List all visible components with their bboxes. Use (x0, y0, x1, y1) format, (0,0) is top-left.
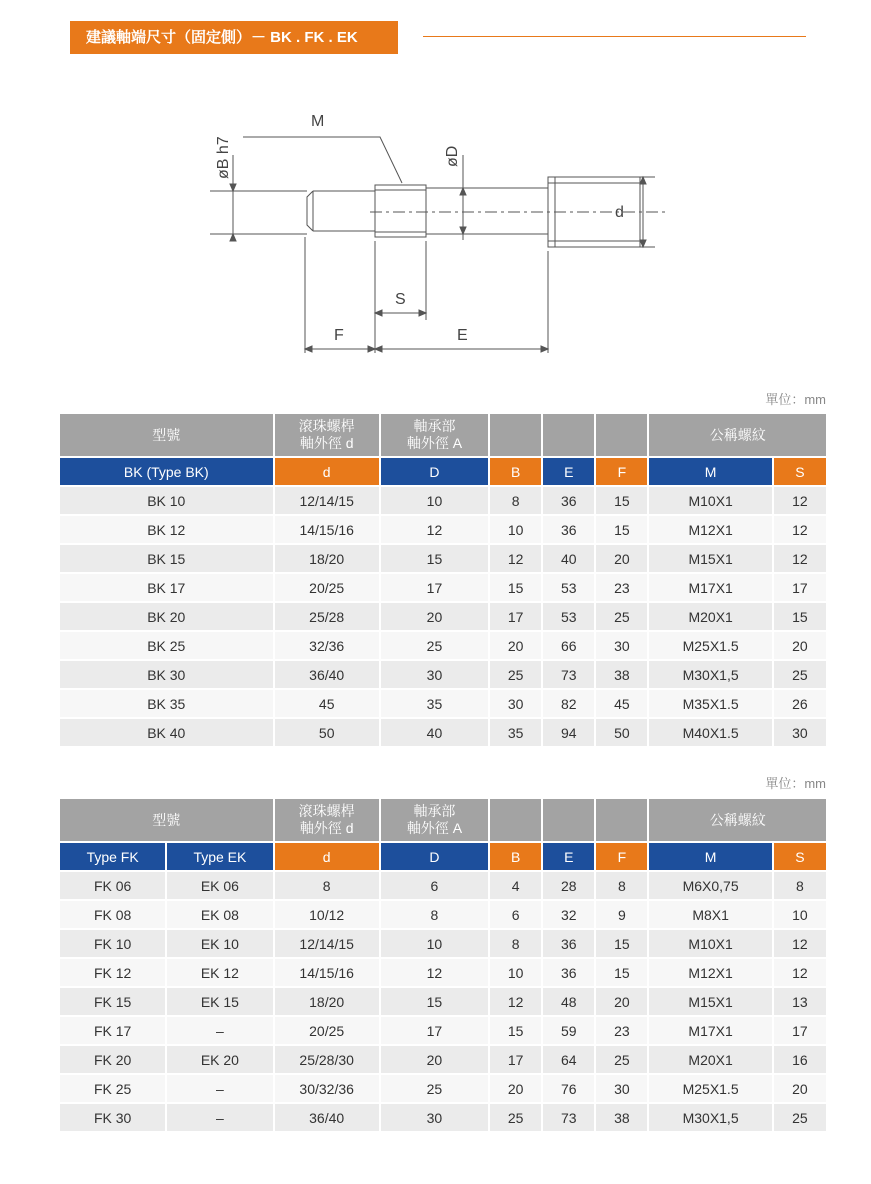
table-cell: 36/40 (275, 1104, 379, 1131)
table-cell: M12X1 (649, 959, 771, 986)
table-cell: 36/40 (275, 661, 379, 688)
header-E: E (543, 843, 594, 870)
table-cell: EK 08 (167, 901, 272, 928)
table-cell: 20 (490, 632, 541, 659)
table-cell: 30 (381, 661, 488, 688)
table-cell: 18/20 (275, 988, 379, 1015)
table-cell: 12 (774, 930, 826, 957)
table-cell: 20 (596, 988, 647, 1015)
header-model: 型號 (60, 414, 273, 456)
table-cell: 10 (490, 959, 541, 986)
table-cell: FK 30 (60, 1104, 165, 1131)
table-cell: 8 (275, 872, 379, 899)
table-cell: – (167, 1075, 272, 1102)
header-nominal-thread: 公稱螺紋 (649, 799, 826, 841)
table-cell: FK 10 (60, 930, 165, 957)
table-cell: M20X1 (649, 1046, 771, 1073)
table-cell: 66 (543, 632, 594, 659)
table-cell: 15 (596, 487, 647, 514)
table-row (60, 1046, 826, 1073)
table-cell: 17 (381, 1017, 488, 1044)
table-cell: 6 (490, 901, 541, 928)
table-row (60, 516, 826, 543)
header-nominal-thread: 公稱螺紋 (649, 414, 826, 456)
table-cell: 94 (543, 719, 594, 746)
table-cell: M12X1 (649, 516, 771, 543)
header-screw-diameter: 滾珠螺桿 軸外徑 d (275, 799, 379, 841)
table-row (60, 661, 826, 688)
table-cell: M17X1 (649, 574, 771, 601)
table-row (60, 988, 826, 1015)
table-row (60, 1104, 826, 1131)
label-od: øD (444, 145, 461, 167)
header-divider (423, 36, 806, 37)
table-cell: 8 (490, 487, 541, 514)
table-cell: 73 (543, 1104, 594, 1131)
table-cell: 10 (490, 516, 541, 543)
m-leader-line (243, 137, 402, 183)
table-cell: 15 (490, 574, 541, 601)
label-e: E (457, 327, 468, 344)
table-cell: 8 (596, 872, 647, 899)
table-cell: 40 (381, 719, 488, 746)
table-row (60, 487, 826, 514)
table-cell: 12 (381, 516, 488, 543)
table-cell: M15X1 (649, 545, 771, 572)
table-cell: 12 (490, 988, 541, 1015)
table-cell: 23 (596, 574, 647, 601)
table-cell: – (167, 1104, 272, 1131)
table-cell: 53 (543, 603, 594, 630)
bk-dimension-table (58, 412, 828, 748)
label-ob-h7: øB h7 (215, 136, 232, 179)
table-cell: 15 (774, 603, 826, 630)
table-cell: 38 (596, 1104, 647, 1131)
table-cell: 12/14/15 (275, 487, 379, 514)
table-cell: 8 (490, 930, 541, 957)
table-cell: BK 15 (60, 545, 273, 572)
table-cell: 30 (490, 690, 541, 717)
table-cell: 17 (381, 574, 488, 601)
table-cell: 36 (543, 959, 594, 986)
table-cell: 12 (490, 545, 541, 572)
table-row (60, 959, 826, 986)
header-bearing-diameter: 軸承部 軸外徑 A (381, 799, 488, 841)
table-cell: EK 06 (167, 872, 272, 899)
header-blank (490, 799, 541, 841)
table-cell: 25 (490, 661, 541, 688)
table-cell: 14/15/16 (275, 516, 379, 543)
table-cell: 30/32/36 (275, 1075, 379, 1102)
table-cell: 8 (381, 901, 488, 928)
header-E: E (543, 458, 594, 485)
table-cell: 17 (490, 1046, 541, 1073)
table-row (60, 719, 826, 746)
header-d: d (275, 458, 379, 485)
header-blank (596, 799, 647, 841)
table-cell: BK 12 (60, 516, 273, 543)
table-row (60, 901, 826, 928)
table-cell: 82 (543, 690, 594, 717)
table-cell: 25 (774, 1104, 826, 1131)
header-blank (543, 414, 594, 456)
table-cell: 10 (774, 901, 826, 928)
thread-section (375, 185, 426, 237)
table-cell: 50 (275, 719, 379, 746)
table-cell: 38 (596, 661, 647, 688)
table-cell: 12 (381, 959, 488, 986)
header-B: B (490, 458, 541, 485)
table-cell: 35 (381, 690, 488, 717)
table-cell: M17X1 (649, 1017, 771, 1044)
table-cell: BK 17 (60, 574, 273, 601)
table-cell: 17 (490, 603, 541, 630)
table-cell: 50 (596, 719, 647, 746)
table-cell: FK 06 (60, 872, 165, 899)
header-blank (596, 414, 647, 456)
table-cell: 32/36 (275, 632, 379, 659)
unit-label-fk: 單位：mm (765, 776, 826, 791)
table-cell: 12 (774, 516, 826, 543)
table-cell: M30X1,5 (649, 661, 771, 688)
table-cell: 9 (596, 901, 647, 928)
table-cell: 36 (543, 487, 594, 514)
table-cell: 40 (543, 545, 594, 572)
header-M: M (649, 843, 771, 870)
table-cell: 32 (543, 901, 594, 928)
table-cell: 13 (774, 988, 826, 1015)
table-cell: 36 (543, 516, 594, 543)
table-cell: M25X1.5 (649, 1075, 771, 1102)
table-cell: M15X1 (649, 988, 771, 1015)
table-cell: – (167, 1017, 272, 1044)
table-cell: FK 12 (60, 959, 165, 986)
table-cell: 4 (490, 872, 541, 899)
table-cell: 10/12 (275, 901, 379, 928)
table-cell: 30 (596, 632, 647, 659)
header-type-bk: BK (Type BK) (60, 458, 273, 485)
table-cell: 15 (381, 545, 488, 572)
table-row (60, 1075, 826, 1102)
table-cell: M8X1 (649, 901, 771, 928)
table-cell: 15 (490, 1017, 541, 1044)
table-cell: 53 (543, 574, 594, 601)
table-cell: EK 12 (167, 959, 272, 986)
table-cell: M30X1,5 (649, 1104, 771, 1131)
label-s: S (395, 291, 406, 308)
table-cell: 6 (381, 872, 488, 899)
table-cell: 20/25 (275, 574, 379, 601)
table-cell: 23 (596, 1017, 647, 1044)
header-S: S (774, 843, 826, 870)
header-B: B (490, 843, 541, 870)
table-cell: 30 (596, 1075, 647, 1102)
table-cell: M40X1.5 (649, 719, 771, 746)
table-cell: 15 (381, 988, 488, 1015)
table-cell: 64 (543, 1046, 594, 1073)
table-cell: FK 25 (60, 1075, 165, 1102)
table-cell: 17 (774, 1017, 826, 1044)
header-d: d (275, 843, 379, 870)
table-cell: 15 (596, 959, 647, 986)
table-cell: 25 (596, 1046, 647, 1073)
header-blank (490, 414, 541, 456)
table-cell: 76 (543, 1075, 594, 1102)
table-cell: 28 (543, 872, 594, 899)
shaft-end-outline (307, 191, 313, 231)
table-cell: M10X1 (649, 930, 771, 957)
table-cell: 25 (774, 661, 826, 688)
table-row (60, 1017, 826, 1044)
header-F: F (596, 843, 647, 870)
header-type-fk: Type FK (60, 843, 165, 870)
table-cell: 16 (774, 1046, 826, 1073)
table-cell: M35X1.5 (649, 690, 771, 717)
table-cell: 25 (596, 603, 647, 630)
table-cell: EK 10 (167, 930, 272, 957)
table-cell: 25/28 (275, 603, 379, 630)
table-cell: 17 (774, 574, 826, 601)
table-cell: 15 (596, 930, 647, 957)
table-cell: M6X0,75 (649, 872, 771, 899)
table-cell: 20 (381, 603, 488, 630)
table-cell: 10 (381, 487, 488, 514)
table-cell: BK 25 (60, 632, 273, 659)
header-type-ek: Type EK (167, 843, 272, 870)
unit-label-bk: 單位：mm (765, 392, 826, 407)
table-row (60, 574, 826, 601)
table-cell: 15 (596, 516, 647, 543)
table-cell: 36 (543, 930, 594, 957)
table-row (60, 603, 826, 630)
label-d: d (615, 204, 624, 221)
header-D: D (381, 843, 488, 870)
table-cell: BK 20 (60, 603, 273, 630)
table-cell: FK 17 (60, 1017, 165, 1044)
table-cell: BK 35 (60, 690, 273, 717)
table-cell: 30 (381, 1104, 488, 1131)
header-D: D (381, 458, 488, 485)
table-cell: M20X1 (649, 603, 771, 630)
header-bearing-diameter: 軸承部 軸外徑 A (381, 414, 488, 456)
table-cell: 48 (543, 988, 594, 1015)
table-row (60, 930, 826, 957)
table-cell: 12 (774, 487, 826, 514)
table-cell: 45 (596, 690, 647, 717)
table-cell: EK 20 (167, 1046, 272, 1073)
page-title-tag: 建議軸端尺寸（固定側）－ BK . FK . EK (70, 21, 398, 54)
header-blank (543, 799, 594, 841)
table-cell: M10X1 (649, 487, 771, 514)
table-cell: 20/25 (275, 1017, 379, 1044)
table-cell: 35 (490, 719, 541, 746)
table-cell: FK 15 (60, 988, 165, 1015)
header-model: 型號 (60, 799, 273, 841)
header-M: M (649, 458, 771, 485)
table-cell: BK 40 (60, 719, 273, 746)
label-m: M (311, 113, 325, 130)
table-cell: 25 (381, 632, 488, 659)
table-cell: 59 (543, 1017, 594, 1044)
header-S: S (774, 458, 826, 485)
table-row (60, 545, 826, 572)
table-cell: 20 (774, 1075, 826, 1102)
label-f: F (334, 327, 344, 344)
table-cell: 20 (381, 1046, 488, 1073)
table-cell: 45 (275, 690, 379, 717)
table-cell: M25X1.5 (649, 632, 771, 659)
table-row (60, 872, 826, 899)
table-row (60, 632, 826, 659)
table-cell: BK 10 (60, 487, 273, 514)
fk-ek-dimension-table (58, 797, 828, 1133)
shaft-end-diagram (195, 95, 675, 365)
table-cell: 10 (381, 930, 488, 957)
table-cell: 25 (490, 1104, 541, 1131)
table-cell: EK 15 (167, 988, 272, 1015)
header-screw-diameter: 滾珠螺桿 軸外徑 d (275, 414, 379, 456)
table-cell: 25/28/30 (275, 1046, 379, 1073)
table-cell: BK 30 (60, 661, 273, 688)
table-cell: 20 (490, 1075, 541, 1102)
table-cell: 12 (774, 959, 826, 986)
table-cell: 12 (774, 545, 826, 572)
table-cell: 12/14/15 (275, 930, 379, 957)
table-cell: 8 (774, 872, 826, 899)
header-F: F (596, 458, 647, 485)
table-cell: 18/20 (275, 545, 379, 572)
table-cell: 73 (543, 661, 594, 688)
table-cell: 14/15/16 (275, 959, 379, 986)
table-cell: 26 (774, 690, 826, 717)
table-cell: 30 (774, 719, 826, 746)
table-row (60, 690, 826, 717)
table-cell: 20 (596, 545, 647, 572)
table-cell: FK 20 (60, 1046, 165, 1073)
table-cell: 25 (381, 1075, 488, 1102)
table-cell: 20 (774, 632, 826, 659)
table-cell: FK 08 (60, 901, 165, 928)
